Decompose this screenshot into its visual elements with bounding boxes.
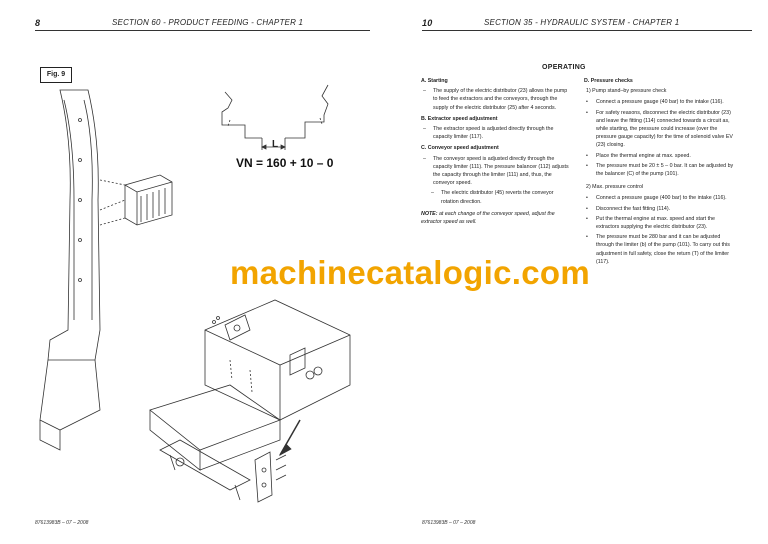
bullet-1-3: • Place the thermal engine at max. speed. [586,152,691,159]
watermark: machinecatalogic.com [230,254,590,291]
right-footer: 87613983B – 07 – 2008 [422,520,476,526]
figure-label: Fig. 9 [40,67,72,83]
operating-title: OPERATING [542,64,586,71]
right-page-number: 10 [422,18,433,28]
right-section-title: SECTION 35 - HYDRAULIC SYSTEM - CHAPTER 1 [484,18,680,27]
left-section-title: SECTION 60 - PRODUCT FEEDING - CHAPTER 1 [112,18,304,27]
dimension-letter: L [272,139,279,150]
bullet-1-2: • For safety reasons, disconnect the electric distributor (23) and leave the fitting (114) connected towards a circuit as, while starting, the pressure could increase (over the pressure gauge capacity) for the time of solenoid valve EV (23) closing. [586,109,733,149]
left-footer: 87613983B – 07 – 2008 [35,520,89,526]
note: NOTE: at each change of the conveyor speed, adjust the extractor speed as well. [421,210,555,226]
frame-assembly-drawing [150,300,350,502]
bullet-2-1: • Connect a pressure gauge (400 bar) to the intake (116). [586,195,727,202]
dimension-diagram [222,85,328,150]
bullet-2-3: • Put the thermal engine at max. speed and start the extractors supplying the electric distributor (23). [586,215,715,231]
para-b: – The extractor speed is adjusted directly through the capacity limiter (117). [423,126,554,141]
heading-d: D. Pressure checks [584,78,633,84]
heading-b: B. Extractor speed adjustment [421,115,498,122]
step-2: 2) Max. pressure control [586,184,644,191]
bullet-1-4: • The pressure must be 20 ± 5 – 0 bar. It can be adjusted by the balancer (C) of the pump (101). [586,162,734,178]
heading-c: C. Conveyor speed adjustment [421,145,499,152]
bullet-2-4: • The pressure must be 280 bar and it can be adjusted through the limiter (b) of the pump (101). To carry out this adjustment in full safety, close the return (T) of the limiter (117). [586,234,730,265]
para-c: – The conveyor speed is adjusted directly through the capacity limiter (111). The pressure balancer (112) adjusts the capacity through the limiter (111) and, thus, the conveyor speed. [423,155,569,187]
formula: VN = 160 + 10 – 0 [236,156,334,170]
bullet-1-1: • Connect a pressure gauge (40 bar) to the intake (116). [586,99,724,106]
heading-a: A. Starting [421,78,448,84]
left-page-number: 8 [35,18,41,28]
bullet-2-2: • Disconnect the fast fitting (114). [586,205,671,212]
step-1: 1) Pump stand–by pressure check [586,88,667,95]
para-a: – The supply of the electric distributor (23) allows the pump to feed the extractors and the conveyors, through the supply of the electric distributor (25) after 4 seconds. [423,88,568,111]
para-c-sub: – The electric distributor (45) reverts the conveyor rotation direction. [431,190,554,205]
conveyor-arm-drawing [40,90,172,450]
